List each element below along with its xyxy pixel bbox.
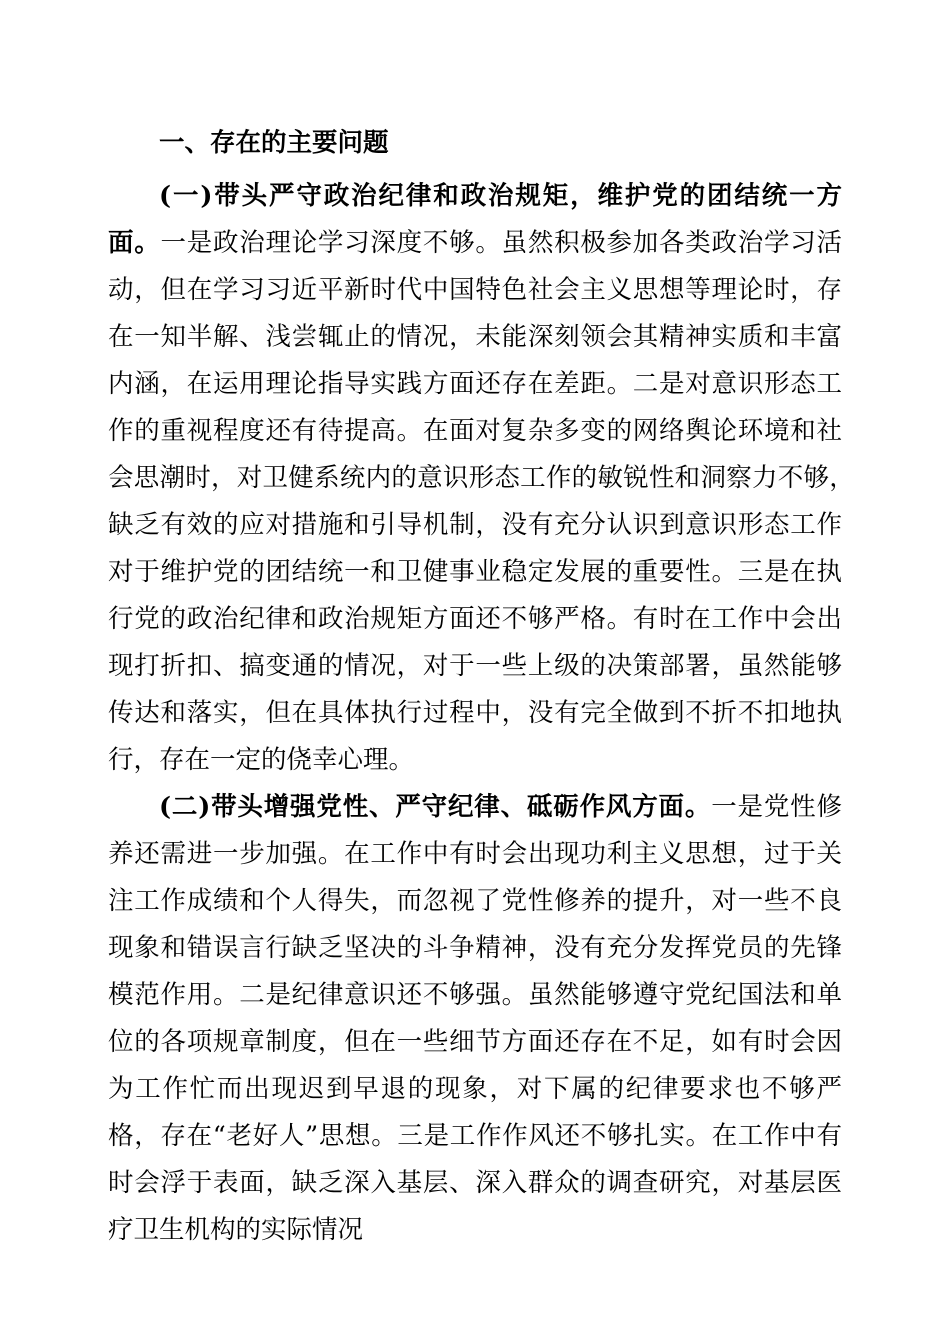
document-body <box>108 120 868 1254</box>
paragraph-two-lead: (二)带头增强党性、严守纪律、砥砺作风方面。 <box>159 792 712 822</box>
paragraph-one-text: 一是政治理论学习深度不够。虽然积极参加各类政治学习活动，但在学习习近平新时代中国特色社会主义思想等理论时，存在一知半解、浅尝辄止的情况，未能深刻领会其精神实质和丰富内涵，在运用理论指导实践方面还存在差距。二是对意识形态工作的重视程度还有待提高。在面对复杂多变的网络舆论环境和社会思潮时，对卫健系统内的意识形态工作的敏锐性和洞察力不够， 缺乏有效的应对措施和引导机制，没有充分认识到意识形态工作对于维护党的团结统一和卫健事业稳定发展的重要性。三是在执行党的政治纪律和政治规矩方面还不够严格。有时在工作中会出现打折扣、搞变通的情况，对于一些上级的决策部署，虽然能够传达和落实，但在具体执行过程中，没有完全做到不折不扣地执行，存在一定的侥幸心理。 <box>108 228 868 775</box>
paragraph-one <box>108 173 868 784</box>
paragraph-two <box>108 784 842 1254</box>
paragraph-one-lead: (一)带头严守政治纪律和政治规矩，维护党的团结统一方面。 <box>108 181 842 258</box>
paragraph-two-text: 一是党性修养还需进一步加强。在工作中有时会出现功利主义思想，过于关注工作成绩和个人得失，而忽视了党性修养的提升，对一些不良现象和错误言行缺乏坚决的斗争精神，没有充分发挥党员的先锋模范作用。二是纪律意识还不够强。虽然能够遵守党纪国法和单位的各项规章制度，但在一些细节方面还存在不足，如有时会因为工作忙而出现迟到早退的现象，对下属的纪律要求也不够严格，存在“老好人”思想。三是工作作风还不够扎实。在工作中有时会浮于表面，缺乏深入基层、深入群众的调查研究，对基层医疗卫生机构的实际情况 <box>108 792 842 1245</box>
section-heading: 一、存在的主要问题 <box>159 128 389 158</box>
